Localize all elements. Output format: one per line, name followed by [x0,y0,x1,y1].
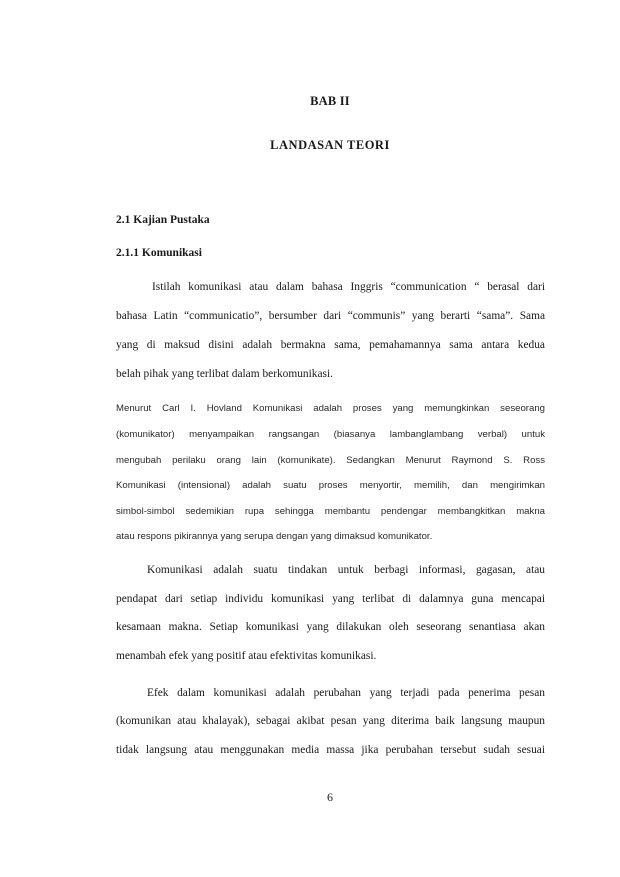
quote-line: simbol-simbol sedemikian rupa sehingga membantu pendengar membangkitkan makna [116,506,545,517]
paragraph-line: belah pihak yang terlibat dalam berkomunikasi. [116,368,333,380]
chapter-heading: BAB II [310,94,350,108]
quote-line: Komunikasi (intensional) adalah suatu proses menyortir, memilih, dan mengirimkan [116,480,545,491]
paragraph-line: Istilah komunikasi atau dalam bahasa Inggris “communication “ berasal dari [152,281,545,293]
quote-line: Menurut Carl I. Hovland Komunikasi adalah proses yang memungkinkan seseorang [116,403,545,414]
paragraph-line: Efek dalam komunikasi adalah perubahan yang terjadi pada penerima pesan [147,687,545,699]
quote-line: mengubah perilaku orang lain (komunikate). Sedangkan Menurut Raymond S. Ross [116,455,545,466]
quote-line: atau respons pikirannya yang serupa dengan yang dimaksud komunikator. [116,531,433,542]
paragraph-line: tidak langsung atau menggunakan media massa jika perubahan tersebut sudah sesuai [116,744,545,756]
quote-line: (komunikator) menyampaikan rangsangan (biasanya lambanglambang verbal) untuk [116,429,545,440]
paragraph-line: bahasa Latin “communicatio”, bersumber dari “communis” yang berarti “sama”. Sama [116,310,545,322]
chapter-title: LANDASAN TEORI [270,138,390,152]
paragraph-line: yang di maksud disini adalah bermakna sama, pemahamannya sama antara kedua [116,339,545,351]
page-number: 6 [327,790,333,804]
paragraph-line: pendapat dari setiap individu komunikasi yang terlibat di dalamnya guna mencapai [116,593,545,605]
subsection-heading: 2.1.1 Komunikasi [116,247,202,259]
paragraph-line: menambah efek yang positif atau efektivitas komunikasi. [116,650,377,662]
paragraph-line: Komunikasi adalah suatu tindakan untuk berbagi informasi, gagasan, atau [147,564,545,576]
section-heading: 2.1 Kajian Pustaka [116,214,210,226]
paragraph-line: (komunikan atau khalayak), sebagai akibat pesan yang diterima baik langsung maupun [116,715,545,727]
paragraph-line: kesamaan makna. Setiap komunikasi yang dilakukan oleh seseorang senantiasa akan [116,621,545,633]
